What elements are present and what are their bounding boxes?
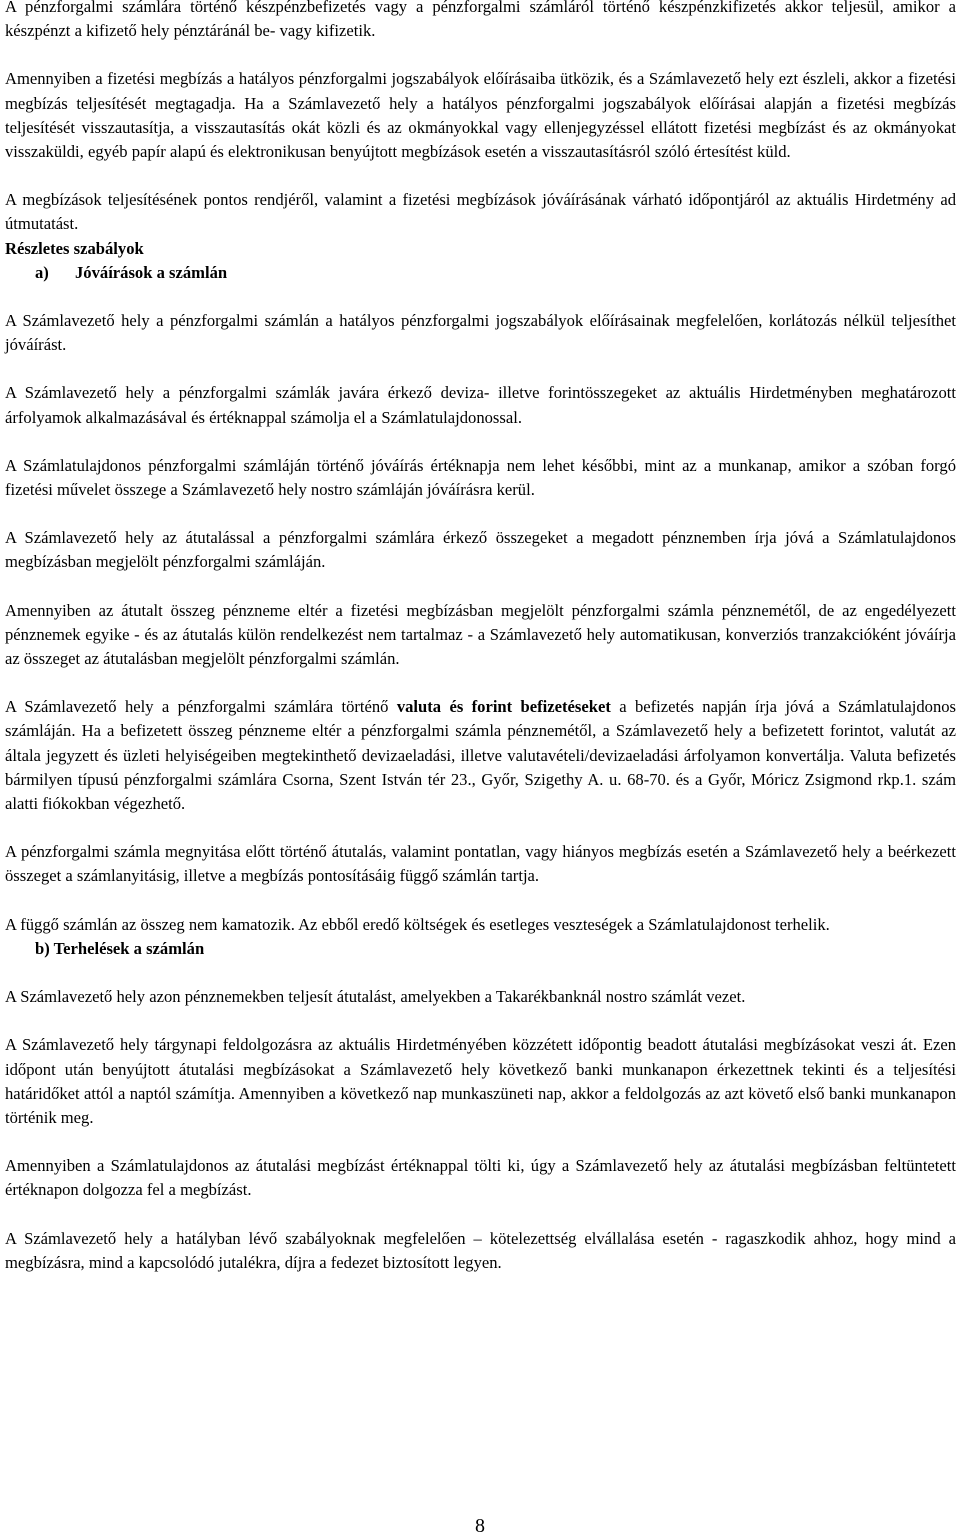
- subsection-label: a): [35, 262, 49, 282]
- subsection-title: Jóváírások a számlán: [75, 262, 228, 282]
- paragraph: Amennyiben a Számlatulajdonos az átutalási megbízást értéknappal tölti ki, úgy a Számlavezető hely az átutalási megbízásban feltüntetett értéknapon dolgozza fel a megbízást.: [5, 1156, 956, 1200]
- document-page: [5, 0, 956, 1275]
- subsection-heading-b: b) Terhelések a számlán: [35, 938, 205, 958]
- paragraph: A Számlatulajdonos pénzforgalmi számláján történő jóváírás értéknapja nem lehet későbbi, mint az a munkanap, amikor a szóban forgó fizetési művelet összege a Számlavezető hely nostro számláján jóváírásra kerül.: [5, 455, 956, 500]
- text-run: a befizetés napján írja jóvá a Számlatulajdonos számláján. Ha a befizetett összeg pénzneme eltér a pénzforgalmi számla pénznemétől, a Számlavezető hely a befizetett forintot, valutát az általa jegyzett és üzleti helyiségeiben megtekinthető devizaeladási, illetve valutavételi/devizaeladási árfolyamon konvertálja. Valuta befizetés bármilyen típusú pénzforgalmi számlára Csorna, Szent István tér 23., Győr, Szigethy A. u. 68-70. és a Győr, Móricz Zsigmond rkp.1. szám alatti fiókokban végezhető.: [5, 697, 956, 814]
- text-run: A Számlavezető hely a pénzforgalmi számlára történő: [5, 697, 397, 717]
- paragraph: A megbízások teljesítésének pontos rendjéről, valamint a fizetési megbízások jóváírásának várható időpontjáról az aktuális Hirdetmény ad útmutatást.: [5, 190, 956, 234]
- paragraph: A Számlavezető hely a pénzforgalmi számlák javára érkező deviza- illetve forintösszegeket az aktuális Hirdetményben meghatározott árfolyamok alkalmazásával és értéknappal számolja el a Számlatulajdonossal.: [5, 383, 956, 427]
- paragraph: A Számlavezető hely a hatályban lévő szabályoknak megfelelően – kötelezettség elvállalása esetén - ragaszkodik ahhoz, hogy mind a megbízásra, mind a kapcsolódó jutalékra, díjra a fedezet biztosított legyen.: [5, 1228, 956, 1272]
- paragraph: A Számlavezető hely azon pénznemekben teljesít átutalást, amelyekben a Takarékbanknál nostro számlát vezet.: [5, 987, 746, 1007]
- paragraph: [5, 695, 956, 816]
- paragraph: Amennyiben az átutalt összeg pénzneme eltér a fizetési megbízásban megjelölt pénzforgalmi számla pénznemétől, de az engedélyezett pénznemek egyike - és az átutalás külön rendelkezést nem tartalmaz - a Számlavezető hely automatikusan, konverziós tranzakcióként jóváírja az összeget az átutalásban megjelölt pénzforgalmi számlán.: [5, 600, 956, 669]
- paragraph: A pénzforgalmi számla megnyitása előtt történő átutalás, valamint pontatlan, vagy hiányos megbízás esetén a Számlavezető hely a beérkezett összeget a számlanyitásig, illetve a megbízás pontosításáig függő számlán tartja.: [5, 842, 956, 886]
- subsection-heading-a: [5, 261, 956, 285]
- bold-text-run: valuta és forint befizetéseket: [396, 697, 611, 717]
- paragraph: A Számlavezető hely az átutalással a pénzforgalmi számlára érkező összegeket a megadott pénznemben írja jóvá a Számlatulajdonos megbízásban megjelölt pénzforgalmi számláján.: [5, 528, 956, 572]
- paragraph: A függő számlán az összeg nem kamatozik. Az ebből eredő költségek és esetleges veszteségek a Számlatulajdonost terhelik.: [5, 914, 830, 934]
- paragraph: Amennyiben a fizetési megbízás a hatályos pénzforgalmi jogszabályok előírásaiba ütközik, és a Számlavezető hely ezt észleli, akkor a fizetési megbízás teljesítését megtagadja. Ha a Számlavezető hely a hatályos pénzforgalmi jogszabályok előírásai alapján a fizetési megbízás teljesítését visszautasítja, a visszautasítás okát közli és az okmányokkal vagy ellenjegyzéssel ellátott fizetési megbízást és az okmányokat visszaküldi, egyéb papír alapú és elektronikusan benyújtott megbízások esetén a visszautasításról szóló értesítést küld.: [5, 69, 956, 162]
- paragraph: A Számlavezető hely tárgynapi feldolgozásra az aktuális Hirdetményében közzétett időpontig beadott átutalási megbízásokat veszi át. Ezen időpont után benyújtott átutalási megbízásokat a Számlavezető hely következő banki munkanapon érkezettnek tekinti és a teljesítési határidőket attól a naptól számítja. Amennyiben a következő nap munkaszüneti nap, akkor a feldolgozás az azt követő első banki munkanapon történik meg.: [5, 1035, 956, 1127]
- page-number: 8: [475, 1515, 485, 1537]
- paragraph: A pénzforgalmi számlára történő készpénzbefizetés vagy a pénzforgalmi számláról történő készpénzkifizetés akkor teljesül, amikor a készpénzt a kifizető hely pénztáránál be- vagy kifizetik.: [5, 0, 956, 41]
- section-heading: Részletes szabályok: [5, 238, 144, 258]
- paragraph: A Számlavezető hely a pénzforgalmi számlán a hatályos pénzforgalmi jogszabályok előírásainak megfelelően, korlátozás nélkül teljesíthet jóváírást.: [5, 311, 956, 355]
